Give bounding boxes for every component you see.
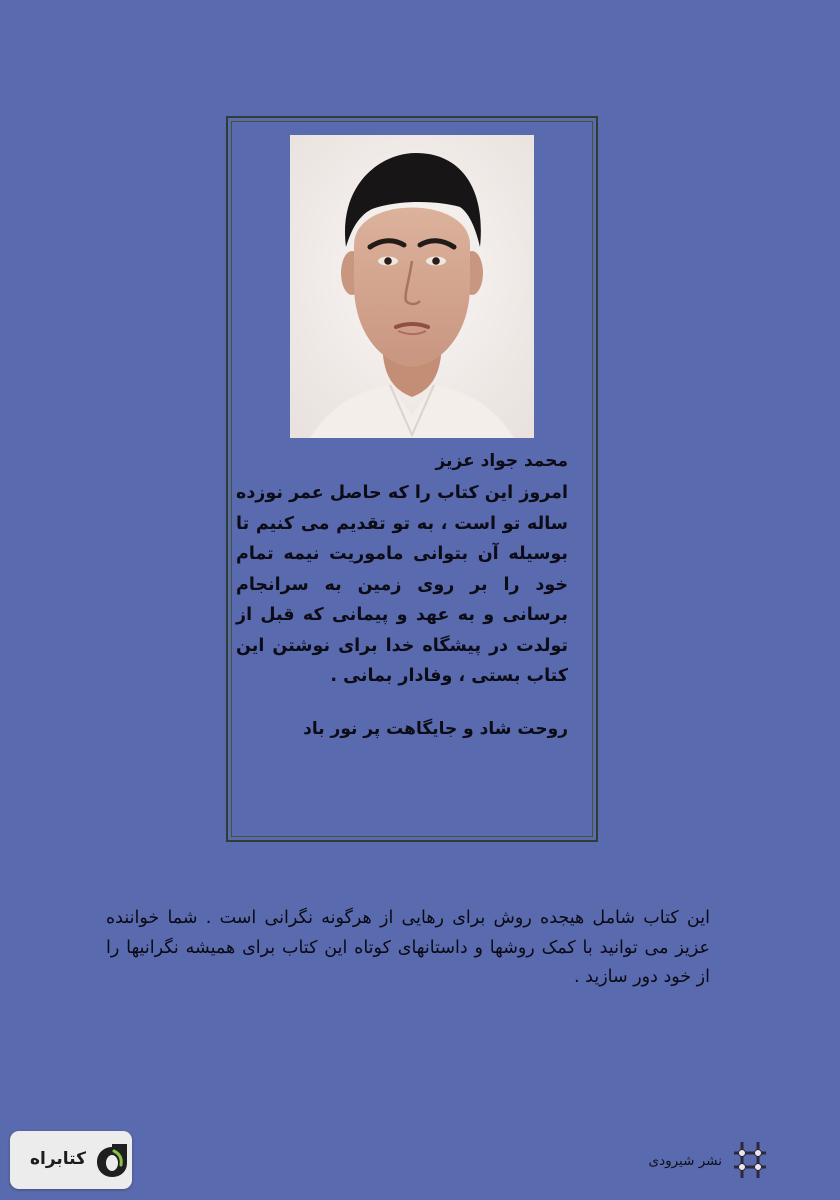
ketabrah-label: کتابراه (29, 1149, 86, 1169)
portrait-photo (290, 135, 534, 438)
dedication-name: محمد جواد عزیز (435, 451, 568, 471)
ketabrah-logo-icon (94, 1141, 130, 1179)
publisher-name: نشر شیرودی (648, 1153, 722, 1169)
dedication-closing: روحت شاد و جایگاهت پر نور باد (303, 718, 568, 739)
book-description: این کتاب شامل هیجده روش برای رهایی از هرگونه نگرانی است . شما خواننده عزیز می توانید با کمک روشها و داستانهای کوتاه این کتاب برای همیشه نگرانیها را از خود دور سازید . (106, 908, 710, 987)
dedication-paragraph: امروز این کتاب را که حاصل عمر نوزده ساله تو است ، به تو تقدیم می کنیم تا بوسیله آن بتوانی ماموریت نیمه تمام خود را بر روی زمین به سرانجام برسانی و به عهد و پیمانی که قبل از تولدت در پیشگاه خدا برای نوشتن این کتاب بستی ، وفادار بمانی . (236, 483, 568, 686)
grid-knot-icon (732, 1140, 768, 1180)
ketabrah-watermark-badge[interactable] (10, 1131, 132, 1189)
dedication-text-block (236, 446, 568, 744)
portrait-illustration (290, 135, 534, 438)
